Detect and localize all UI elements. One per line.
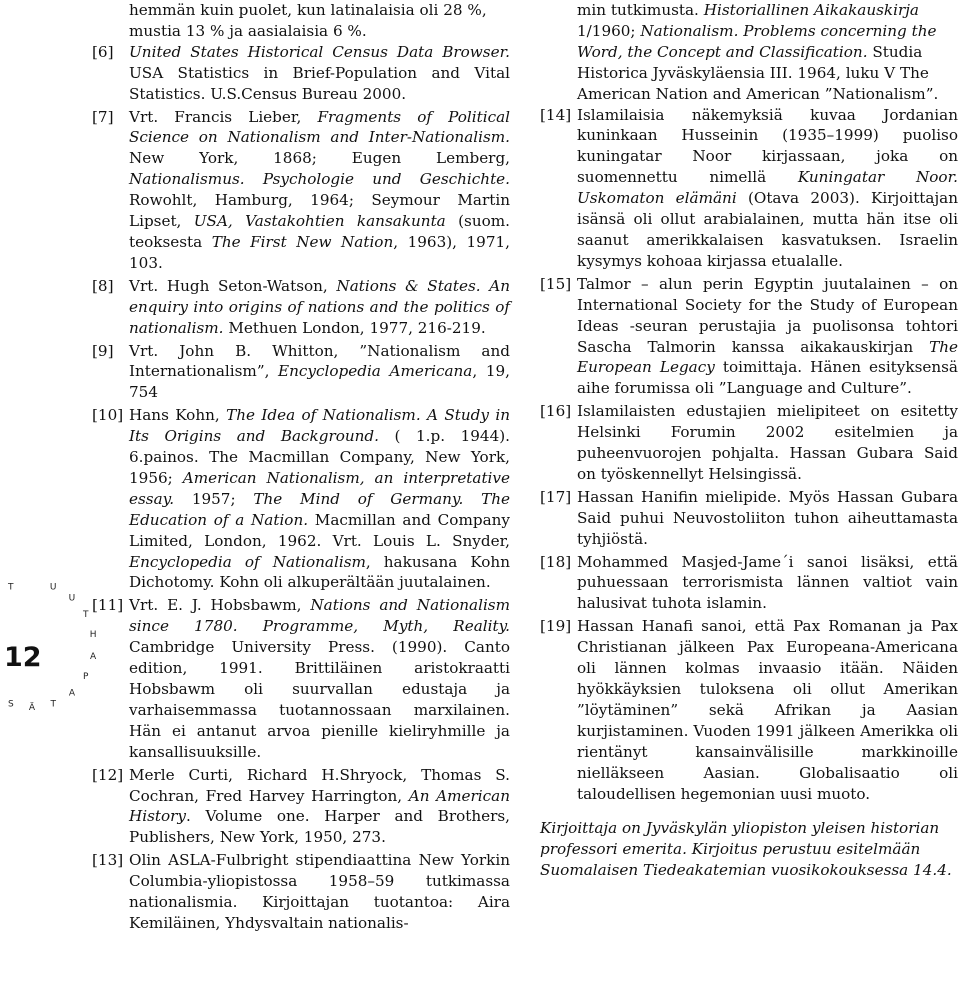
text-segment: , 1963), 1971, 103. (129, 232, 510, 272)
reference-text (129, 405, 510, 593)
italic-title: Encyclopedia Americana (278, 362, 473, 381)
text-segment: ( 1.p. 1944). 6.painos. The Macmillan Company, New York, 1956; (129, 427, 510, 487)
reference-text (577, 401, 958, 485)
reference-item (92, 42, 510, 105)
reference-text (577, 487, 958, 550)
journal-letter: P (82, 672, 89, 682)
journal-letter: A (68, 688, 75, 699)
italic-title: The European Legacy (577, 337, 958, 377)
left-column (89, 0, 510, 936)
reference-item (540, 105, 958, 272)
text-segment: Rowohlt, Hamburg, 1964; Seymour Martin Lipset, (129, 191, 510, 231)
text-segment: (Otava 2003). Kirjoittajan isänsä oli ollut arabialainen, mutta hän itse oli saanut amerikkalaisen kasvatuksen. Israelin kysymys kohoaa kirjassa etualalle. (577, 189, 959, 270)
text-segment: . Volume one. Harper and Brothers, Publishers, New York, 1950, 273. (129, 807, 510, 847)
reference-item (540, 274, 958, 399)
text-segment: Mohammed Masjed-Jame´i sanoi lisäksi, että puhuessaan terrorismista lännen valtiot vain halusivat tuhota islamin. (577, 552, 958, 613)
reference-item (540, 616, 958, 804)
journal-letter: U (49, 582, 57, 593)
reference-number: [19] (540, 617, 572, 636)
reference-text (129, 765, 510, 849)
text-segment: Islamilaisia näkemyksiä kuvaa Jordanian kuninkaan Husseinin (1935–1999) puoliso kuningatar Noor kirjassaan, joka on suomennettu nimellä (577, 105, 958, 187)
reference-item (540, 487, 958, 550)
text-segment: Hassan Hanifin mielipide. Myös Hassan Gubara Said puhui Neuvostoliiton tuhon aiheuttamasta tyhjiöstä. (577, 487, 958, 548)
reference-item (92, 850, 510, 934)
italic-title: Nations & States. An enquiry into origins of nations and the politics of nationalism. (129, 276, 510, 337)
reference-item (92, 405, 510, 593)
text-segment: Vrt. Hugh Seton-Watson, (129, 276, 337, 295)
italic-title: American Nationalism, an interpretative essay. (129, 468, 510, 508)
reference-number: [13] (92, 851, 124, 870)
author-note: Kirjoittaja on Jyväskylän yliopiston yleisen historian professori emerita. Kirjoitus perustuu esitelmään Suomalaisen Tiedeakatemian vuosikokouksessa 14.4. (540, 819, 952, 880)
reference-text (577, 105, 958, 272)
text-segment: Vrt. John B. Whitton, ”Nationalism and Internationalism”, (129, 341, 510, 381)
journal-letter: T (8, 582, 14, 593)
italic-title: Kuningatar Noor. Uskomaton elämäni (577, 168, 958, 208)
reference-text (129, 595, 510, 762)
text-segment: Studia Historica Jyväskyläensia III. 1964, luku V The American Nation and American ”Nationalism”. (577, 42, 939, 103)
text-segment: 1/1960; (577, 21, 641, 40)
reference-number: [6] (92, 42, 114, 61)
reference-item (92, 276, 510, 339)
italic-title: Nationalism. Problems concerning the Word, the Concept and Classification. (577, 21, 937, 61)
italic-title: Encyclopedia of Nationalism (129, 552, 366, 571)
reference-number: [11] (92, 596, 124, 615)
reference-item (92, 107, 510, 274)
reference-text (129, 42, 510, 105)
reference-number: [7] (92, 107, 114, 126)
text-segment: min tutkimusta. (577, 1, 704, 19)
text-segment: Olin ASLA-Fulbright stipendiaattina New Yorkin Columbia-yliopistossa 1958–59 tutkimassa nationalismia. Kirjoittajan tuotantoa: Aira Kemiläinen, Yhdysvaltain nationalis- (129, 851, 510, 932)
italic-title: The Mind of Germany. The Education of a Nation. (129, 489, 510, 529)
reference-text (129, 850, 510, 934)
text-segment: (suom. teoksesta (129, 212, 510, 251)
reference-text (577, 552, 958, 615)
text-segment: Cambridge University Press. (1990). Canto edition, 1991. Brittiläinen aristokraatti Hobsbawm oli suurvallan edustaja ja varhaisemmassa tuotannossaan marxilainen. Hän ei antanut arvoa pienille kieliryhmille ja kansallisuuksille. (129, 638, 510, 761)
text-segment: toimittaja. Hänen esityksensä aihe forumissa oli ”Language and Culture”. (577, 358, 958, 398)
italic-title: Historiallinen Aikakauskirja (703, 1, 919, 19)
reference-number: [14] (540, 105, 572, 124)
reference-number: [9] (92, 341, 114, 360)
journal-letter: Ä (28, 703, 36, 713)
text-segment: Hassan Hanafi sanoi, että Pax Romanan ja Pax Christianan jälkeen Pax Europeana-Americana oli lännen kolmas invaasio itään. Näiden hyökkäyksien tuloksena oli ollut Amerikan ”löytäminen” sekä Afrikan ja Aasian kurjistaminen. Vuoden 1991 jälkeen Amerikka oli rientänyt kansainvälisille markkinoille nielläkseen Aasian. Globalisaatio oli taloudellisen hegemonian uusi muoto. (577, 617, 958, 803)
reference-text (129, 341, 510, 404)
reference-number: [12] (92, 765, 124, 784)
text-segment: 1957; (174, 489, 254, 508)
journal-letter: T (50, 699, 56, 710)
reference-number: [16] (540, 402, 572, 421)
reference-list-left (89, 42, 510, 934)
journal-letter: T (82, 610, 89, 620)
text-segment: , hakusana Kohn Dichotomy. Kohn oli alkuperältään juutalainen. (129, 552, 510, 592)
text-segment: Methuen London, 1977, 216-219. (223, 318, 486, 337)
text-segment: Vrt. Francis Lieber, (129, 107, 318, 126)
reference-number: [17] (540, 487, 572, 506)
italic-title: An American History (129, 786, 510, 826)
italic-title: USA, Vastakohtien kansakunta (193, 212, 446, 231)
journal-letter: A (90, 651, 97, 662)
reference-text (129, 276, 510, 339)
page-number: 12 (4, 642, 42, 673)
italic-title: Fragments of Political Science on Nationalism and Inter-Nationalism. (129, 107, 510, 147)
right-column (540, 0, 958, 896)
reference-number: [10] (92, 406, 124, 425)
italic-title: Nationalismus. Psychologie und Geschichte. (129, 170, 510, 189)
reference-item (540, 552, 958, 615)
text-segment: Macmillan and Company Limited, London, 1962. Vrt. Louis L. Snyder, (129, 510, 510, 550)
text-segment: Merle Curti, Richard H.Shryock, Thomas S. Cochran, Fred Harvey Harrington, (129, 765, 510, 805)
text-segment: , 19, 754 (129, 362, 510, 402)
reference-item (92, 341, 510, 404)
italic-title: The First New Nation (211, 232, 394, 251)
text-segment: Vrt. E. J. Hobsbawm, (129, 596, 311, 615)
italic-title: Nations and Nationalism since 1780. Programme, Myth, Reality. (129, 596, 510, 636)
continuation-text-right (540, 0, 958, 105)
text-segment: New York, 1868; Eugen Lemberg, (129, 149, 510, 168)
reference-list-right (540, 105, 958, 805)
italic-title: The Idea of Nationalism. A Study in Its Origins and Background. (129, 406, 510, 446)
reference-number: [15] (540, 274, 572, 293)
reference-item (89, 595, 510, 762)
italic-title: United States Historical Census Data Browser. (129, 42, 510, 61)
reference-item (540, 401, 958, 485)
reference-number: [18] (540, 552, 572, 571)
journal-letter: U (68, 593, 76, 604)
journal-letter: H (89, 630, 97, 641)
reference-number: [8] (92, 276, 114, 295)
journal-letter: S (7, 699, 14, 710)
reference-item (92, 765, 510, 849)
reference-text (577, 616, 958, 804)
reference-text (577, 274, 958, 399)
text-segment: Talmor – alun perin Egyptin juutalainen – on International Society for the Study of European Ideas -seuran perustajia ja puolisonsa tohtori Sascha Talmorin kanssa aikakauskirjan (577, 274, 958, 356)
continuation-text: hemmän kuin puolet, kun latinalaisia oli 28 %, mustia 13 % ja aasialaisia 6 %. (129, 1, 487, 40)
reference-text (129, 107, 510, 274)
text-segment: Hans Kohn, (129, 406, 227, 425)
text-segment: USA Statistics in Brief-Population and Vital Statistics. U.S.Census Bureau 2000. (129, 63, 510, 103)
text-segment: Islamilaisten edustajien mielipiteet on esitetty Helsinki Forumin 2002 esitelmien ja puheenvuorojen pohjalta. Hassan Gubara Said on työskennellyt Helsingissä. (577, 402, 958, 483)
